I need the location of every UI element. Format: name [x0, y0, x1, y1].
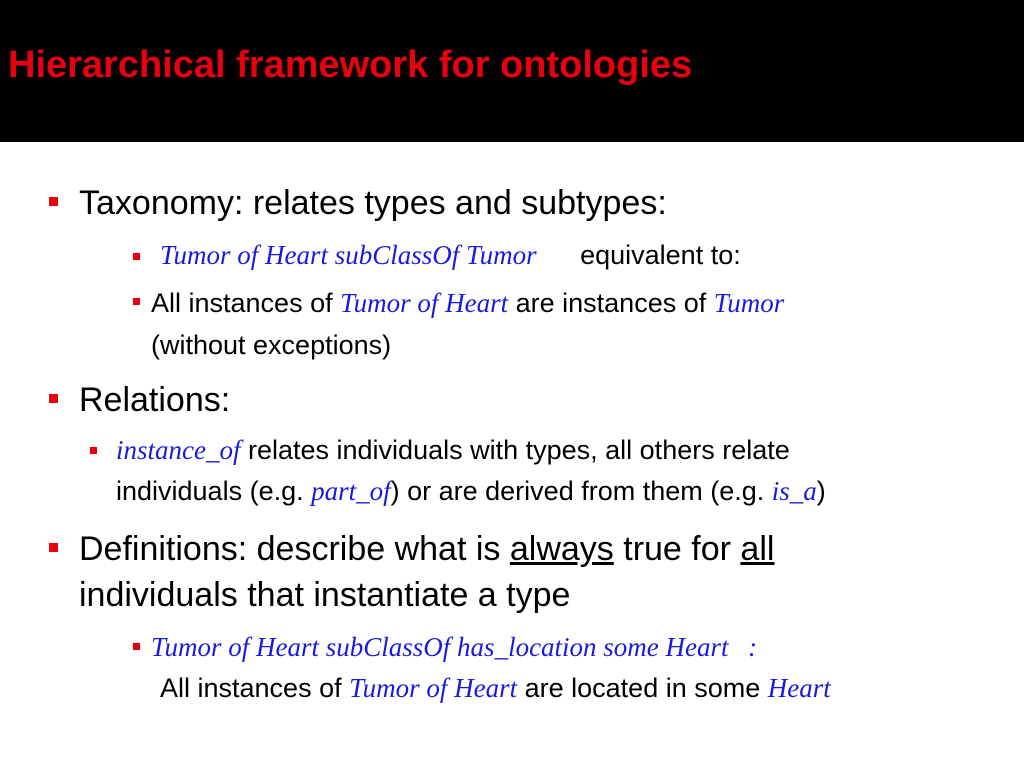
text: All instances of — [160, 673, 350, 703]
bullet-square-taxonomy — [49, 197, 58, 206]
term-tumor-of-heart: Tumor of Heart — [349, 673, 518, 703]
taxonomy-heading-text: Taxonomy: relates types and subtypes: — [79, 184, 667, 222]
text: (without exceptions) — [151, 330, 392, 360]
taxonomy-item-2-cont — [151, 330, 391, 361]
bullet-square-taxonomy-2 — [133, 298, 140, 305]
definitions-item-line-1 — [151, 632, 757, 663]
all-underlined: all — [740, 530, 775, 568]
text: relates individuals with types, all others relate — [240, 435, 790, 465]
colon: : — [748, 632, 758, 662]
text: are located in some — [517, 673, 768, 703]
equivalent-text: equivalent to: — [580, 240, 741, 270]
term-is-a: is_a — [771, 476, 817, 506]
bullet-square-definitions-1 — [133, 643, 140, 650]
taxonomy-item-1 — [160, 240, 741, 271]
taxonomy-heading — [79, 184, 667, 223]
text: Definitions: describe what is — [79, 530, 510, 568]
title-bar — [0, 0, 1024, 142]
text: are instances of — [508, 288, 714, 318]
always-underlined: always — [509, 530, 614, 568]
bullet-square-relations — [49, 394, 58, 403]
taxonomy-item-2 — [151, 288, 784, 319]
relations-item-line-1 — [116, 435, 790, 466]
definitions-item-line-2 — [160, 673, 831, 704]
text: individuals (e.g. — [116, 476, 312, 506]
term-heart: Heart — [767, 673, 831, 703]
term-tumor: Tumor — [713, 288, 785, 318]
text: individuals that instantiate a type — [79, 576, 571, 614]
text: true for — [613, 530, 741, 568]
text: All instances of — [151, 288, 341, 318]
definitions-heading-line-1 — [79, 530, 774, 569]
relations-item-line-2 — [116, 476, 826, 507]
relations-heading-text: Relations: — [79, 381, 231, 419]
bullet-square-definitions — [49, 543, 58, 552]
bullet-square-relations-1 — [90, 447, 97, 454]
text: ) — [816, 476, 826, 506]
term-tumor-of-heart: Tumor of Heart — [340, 288, 509, 318]
term-part-of: part_of — [311, 476, 391, 506]
term-has-location-statement: Tumor of Heart subClassOf has_location some Heart — [151, 632, 729, 662]
term-instance-of: instance_of — [116, 435, 241, 465]
relations-heading — [79, 381, 230, 420]
text: ) or are derived from them (e.g. — [390, 476, 772, 506]
term-subclass-statement: Tumor of Heart subClassOf Tumor — [160, 240, 537, 270]
slide-title: Hierarchical framework for ontologies — [8, 44, 693, 86]
bullet-square-taxonomy-1 — [133, 253, 140, 260]
definitions-heading-line-2 — [79, 576, 570, 615]
